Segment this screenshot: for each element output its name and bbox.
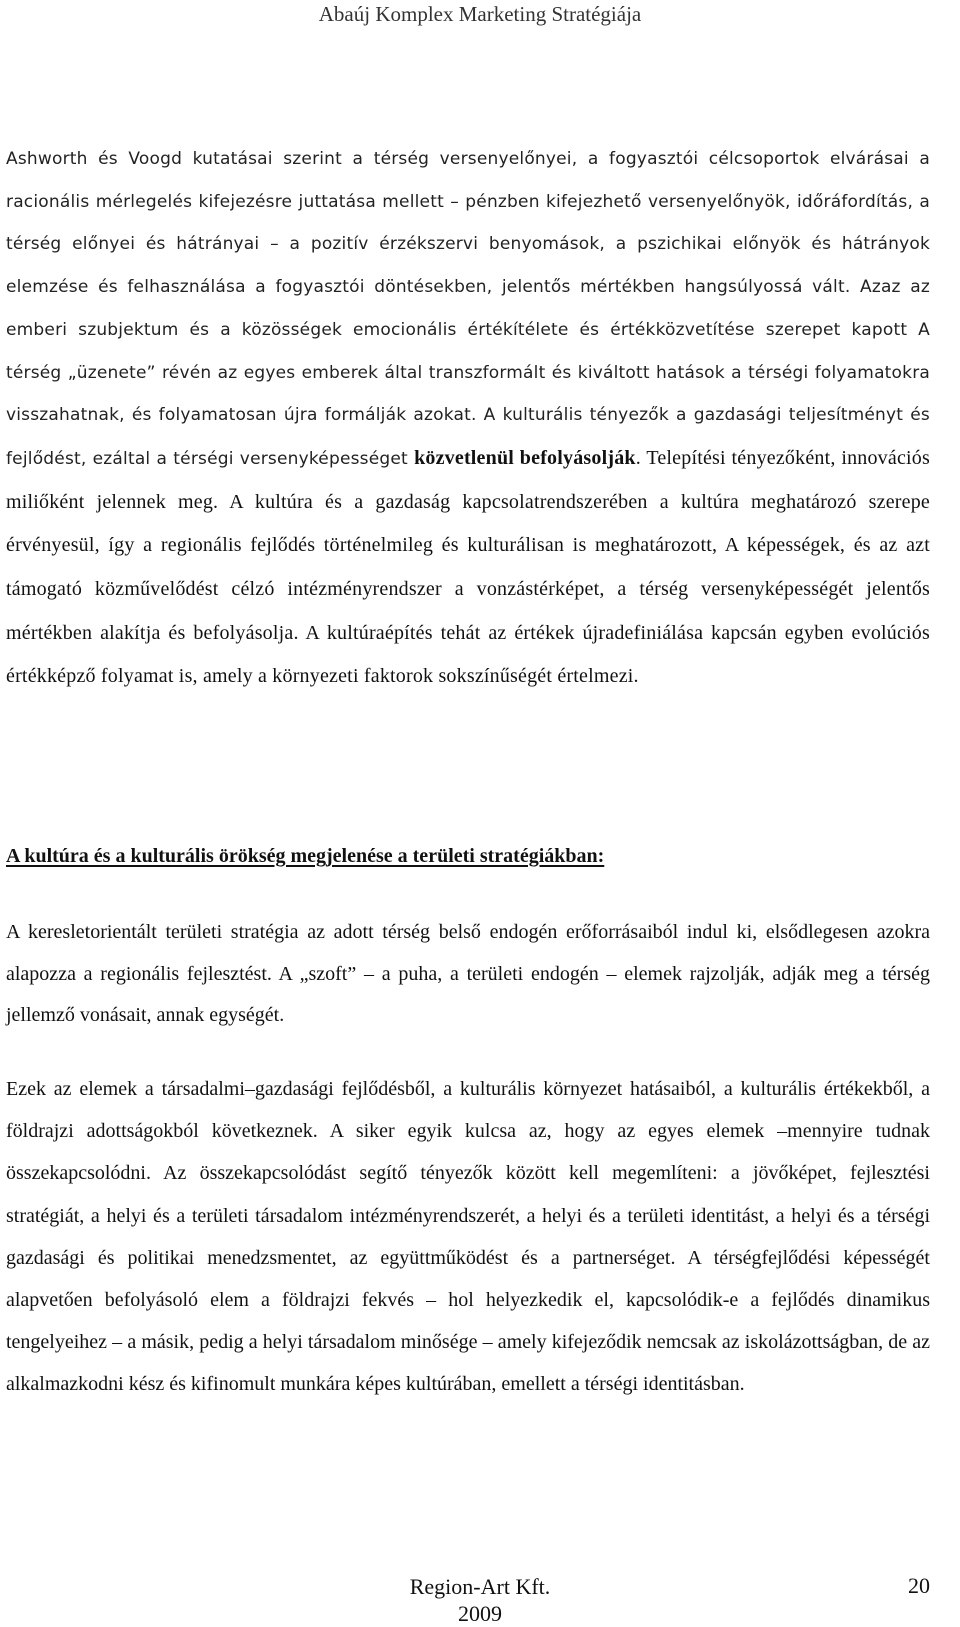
paragraph-1 xyxy=(6,138,930,699)
running-header: Abaúj Komplex Marketing Stratégiája xyxy=(318,2,642,26)
footer-company-name: Region-Art Kft. xyxy=(409,1574,551,1599)
paragraph-3-text: Ezek az elemek a társadalmi–gazdasági fejlődésből, a kulturális környezet hatásaiból, a kulturális értékekből, a földrajzi adottságokból következnek. A siker egyik kulcsa az, hogy az egyes elemek –mennyire tudnak összekapcsolódni. Az összekapcsolódást segítő tényezők között kell megemlíteni: a jövőképet, fejlesztési stratégiát, a helyi és a területi társadalom intézményrendszerét, a helyi és a területi identitást, a helyi és a térségi gazdasági és politikai menedzsmentet, az együttműködést és a partnerséget. A térségfejlődési képességét alapvetően befolyásoló elem a földrajzi fekvés – hol helyezkedik el, kapcsolódik-e a fejlődés dinamikus tengelyeihez – a másik, pedig a helyi társadalom minősége – amely kifejeződik nemcsak az iskolázottságban, de az alkalmazkodni kész és kifinomult munkára képes kultúrában, emellett a térségi identitásban. xyxy=(6,1078,930,1396)
paragraph-1-punctuation: . Telepítési tényezőként, innovációs miliőként jelennek meg. xyxy=(6,446,930,513)
paragraph-3 xyxy=(6,1068,930,1406)
paragraph-1-continuation: A kultúra és a gazdaság kapcsolatrendszerében a kultúra meghatározó szerepe érvényesül, így a regionális fejlődés történelmileg és kulturálisan is meghatározott, A képességek, és az azt támogató közművelődést célzó intézményrendszer a vonzástérképet, a térség versenyképességét jelentős mértékben alakítja és befolyásolja. A kultúraépítés tehát az értékek újradefiniálása kapcsán egyben evolúciós értékképző folyamat is, amely a környezeti faktorok sokszínűségét értelmezi. xyxy=(6,490,930,688)
paragraph-2-text: A keresletorientált területi stratégia az adott térség belső endogén erőforrásaiból indul ki, elsődlegesen azokra alapozza a regionális fejlesztést. A „szoft” – a puha, a területi endogén – elemek rajzolják, adják meg a térség jellemző vonásait, annak egységét. xyxy=(6,921,930,1026)
footer-year: 2009 xyxy=(458,1601,502,1626)
footer-company xyxy=(0,1573,960,1627)
paragraph-1-text: Ashworth és Voogd kutatásai szerint a térség versenyelőnyei, a fogyasztói célcsoportok elvárásai a racionális mérlegelés kifejezésre juttatása mellett – pénzben kifejezhető versenyelőnyök, időráfordítás, a térség előnyei és hátrányai – a pozitív érzékszervi benyomások, a pszichikai előnyök és hátrányok elemzése és felhasználása a fogyasztói döntésekben, jelentős mértékben hangsúlyossá vált. Azaz az emberi szubjektum és a közösségek emocionális értékítélete és értékközvetítése szerepet kapott A térség „üzenete” révén az egyes emberek által transzformált és kiváltott hatások a térségi folyamatokra visszahatnak, és folyamatosan újra formálják azokat. A kulturális tényezők a gazdasági teljesítményt és fejlődést, ezáltal a térségi versenyképességet xyxy=(6,149,930,469)
paragraph-1-bold-phrase: közvetlenül befolyásolják xyxy=(414,446,636,469)
page-number: 20 xyxy=(908,1573,930,1598)
section-heading: A kultúra és a kulturális örökség megjelenése a területi stratégiákban: xyxy=(6,845,605,867)
paragraph-2 xyxy=(6,912,930,1037)
